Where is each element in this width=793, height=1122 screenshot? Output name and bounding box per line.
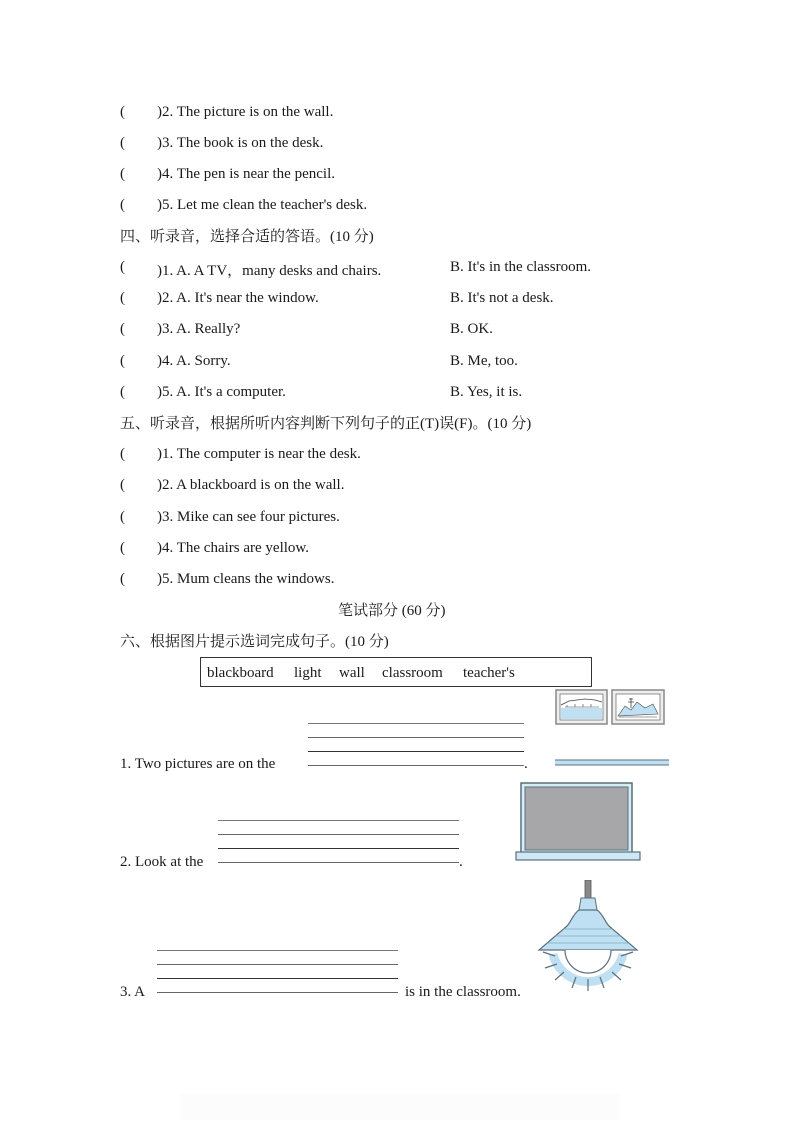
option-b: B. Me, too. xyxy=(450,353,518,369)
word-bank-item: wall xyxy=(339,665,365,681)
sentence-2-suffix: . xyxy=(459,854,463,870)
option-a: )5. A. It's a computer. xyxy=(157,384,286,400)
question-text: )5. Mum cleans the windows. xyxy=(157,571,335,587)
answer-paren[interactable]: ( xyxy=(120,259,125,275)
question-text: )4. The pen is near the pencil. xyxy=(157,166,335,182)
question-text: )2. A blackboard is on the wall. xyxy=(157,477,345,493)
footer-band xyxy=(180,1094,620,1120)
list-item xyxy=(0,321,793,339)
section5-heading: 五、听录音，根据所听内容判断下列句子的正(T)误(F)。(10 分) xyxy=(120,416,532,432)
word-bank-item: classroom xyxy=(382,665,443,681)
section4-heading: 四、听录音，选择合适的答语。(10 分) xyxy=(120,229,374,245)
list-item xyxy=(0,197,793,215)
answer-paren[interactable]: ( xyxy=(120,197,125,213)
list-item xyxy=(0,571,793,589)
sentence-1-suffix: . xyxy=(524,756,528,772)
answer-paren[interactable]: ( xyxy=(120,321,125,337)
option-b: B. It's in the classroom. xyxy=(450,259,592,275)
word-bank-item: light xyxy=(294,665,322,681)
lamp-icon xyxy=(533,880,643,992)
answer-paren[interactable]: ( xyxy=(120,290,125,306)
option-a: )4. A. Sorry. xyxy=(157,353,231,369)
question-text: )4. The chairs are yellow. xyxy=(157,540,310,556)
answer-paren[interactable]: ( xyxy=(120,509,125,525)
answer-paren[interactable]: ( xyxy=(120,477,125,493)
option-a: )1. A. A TV，many desks and chairs. xyxy=(157,263,382,279)
answer-paren[interactable]: ( xyxy=(120,571,125,587)
question-text: )3. Mike can see four pictures. xyxy=(157,509,340,525)
question-text: )3. The book is on the desk. xyxy=(157,135,324,151)
word-bank xyxy=(200,657,592,687)
list-item xyxy=(0,104,793,122)
sentence-3-writing-lines[interactable] xyxy=(157,950,398,994)
answer-paren[interactable]: ( xyxy=(120,135,125,151)
list-item xyxy=(0,166,793,184)
picture-frame-left xyxy=(556,690,607,724)
option-b: B. OK. xyxy=(450,321,493,337)
question-text: )5. Let me clean the teacher's desk. xyxy=(157,197,368,213)
list-item xyxy=(0,446,793,464)
sentence-1-prefix: 1. Two pictures are on the xyxy=(120,756,276,772)
list-item xyxy=(0,477,793,495)
sentence-2-prefix: 2. Look at the xyxy=(120,854,204,870)
answer-paren[interactable]: ( xyxy=(120,166,125,182)
blackboard-icon xyxy=(514,781,642,863)
sentence-1-writing-lines[interactable] xyxy=(308,723,524,767)
list-item xyxy=(0,290,793,308)
option-b: B. Yes, it is. xyxy=(450,384,523,400)
answer-paren[interactable]: ( xyxy=(120,446,125,462)
wall-shelf xyxy=(555,760,669,765)
answer-paren[interactable]: ( xyxy=(120,540,125,556)
written-part-title: 笔试部分 (60 分) xyxy=(338,603,446,619)
question-text: )2. The picture is on the wall. xyxy=(157,104,334,120)
sentence-3-prefix: 3. A xyxy=(120,984,146,1000)
list-item xyxy=(0,259,793,277)
option-b: B. It's not a desk. xyxy=(450,290,554,306)
list-item xyxy=(0,540,793,558)
section6-heading: 六、根据图片提示选词完成句子。(10 分) xyxy=(120,634,389,650)
word-bank-item: teacher's xyxy=(463,665,515,681)
sentence-3-suffix: is in the classroom. xyxy=(405,984,521,1000)
answer-paren[interactable]: ( xyxy=(120,353,125,369)
question-text: )1. The computer is near the desk. xyxy=(157,446,361,462)
sentence-2-writing-lines[interactable] xyxy=(218,820,459,864)
list-item xyxy=(0,384,793,402)
answer-paren[interactable]: ( xyxy=(120,104,125,120)
list-item xyxy=(0,509,793,527)
word-bank-item: blackboard xyxy=(207,665,274,681)
option-a: )2. A. It's near the window. xyxy=(157,290,319,306)
picture-frame-right xyxy=(612,690,664,724)
list-item xyxy=(0,353,793,371)
wall-pictures-icon xyxy=(555,688,671,770)
option-a: )3. A. Really? xyxy=(157,321,241,337)
list-item xyxy=(0,135,793,153)
answer-paren[interactable]: ( xyxy=(120,384,125,400)
